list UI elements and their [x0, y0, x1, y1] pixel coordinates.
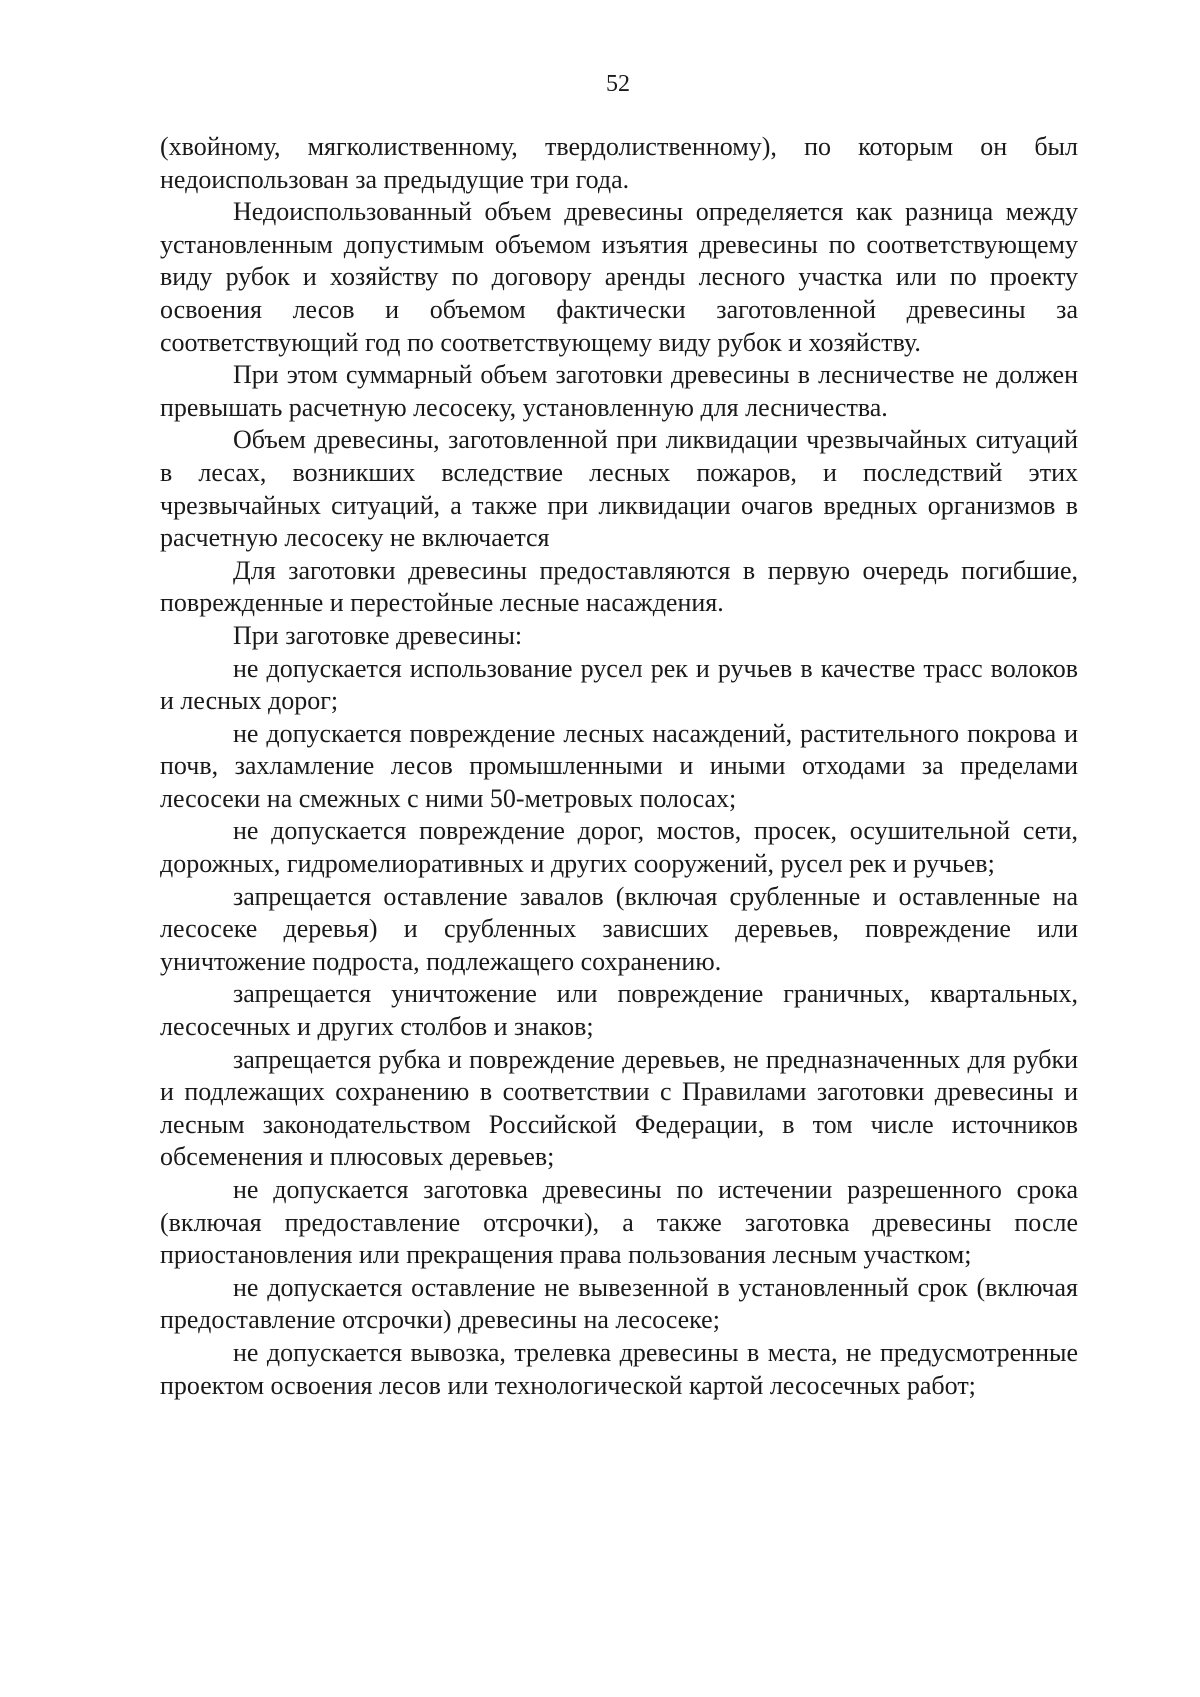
list-item: запрещается оставление завалов (включая срубленные и оставленные на лесосеке деревья) и срубленных зависших деревьев, повреждение или уничтожение подроста, подлежащего сохранению. [160, 881, 1078, 976]
paragraph: При этом суммарный объем заготовки древесины в лесничестве не должен превышать расчетную лесосеку, установленную для лесничества. [160, 360, 1078, 422]
list-item: не допускается использование русел рек и ручьев в качестве трасс волоков и лесных дорог; [160, 653, 1078, 716]
paragraph-continuation: (хвойному, мягколиственному, твердолиственному), по которым он был недоиспользован за предыдущие три года. [160, 132, 1078, 194]
paragraph: Для заготовки древесины предоставляются в первую очередь погибшие, поврежденные и перестойные лесные насаждения. [160, 555, 1078, 618]
list-item: не допускается повреждение дорог, мостов, просек, осушительной сети, дорожных, гидромелиоративных и других сооружений, русел рек и ручьев; [160, 816, 1078, 879]
list-item: не допускается заготовка древесины по истечении разрешенного срока (включая предоставление отсрочки), а также заготовка древесины после приостановления или прекращения права пользования лесным участком; [160, 1175, 1078, 1270]
list-item: не допускается оставление не вывезенной в установленный срок (включая предоставление отсрочки) древесины на лесосеке; [160, 1272, 1078, 1335]
paragraph: Объем древесины, заготовленной при ликвидации чрезвычайных ситуаций в лесах, возникших вследствие лесных пожаров, и последствий этих чрезвычайных ситуаций, а также при ликвидации очагов вредных организмов в расчетную лесосеку не включается [160, 425, 1078, 553]
list-item: запрещается уничтожение или повреждение граничных, квартальных, лесосечных и других столбов и знаков; [160, 979, 1078, 1042]
document-body [160, 131, 1078, 1402]
page-number: 52 [606, 71, 630, 97]
list-item: не допускается повреждение лесных насаждений, растительного покрова и почв, захламление лесов промышленными и иными отходами за пределами лесосеки на смежных с ними 50-метровых полосах; [160, 718, 1078, 813]
paragraph: Недоиспользованный объем древесины определяется как разница между установленным допустимым объемом изъятия древесины по соответствующему виду рубок и хозяйству по договору аренды лесного участка или по проекту освоения лесов и объемом фактически заготовленной древесины за соответствующий год по соответствующему виду рубок и хозяйству. [160, 197, 1078, 357]
list-item: не допускается вывозка, трелевка древесины в места, не предусмотренные проектом освоения лесов или технологической картой лесосечных работ; [160, 1337, 1078, 1400]
paragraph-list-intro: При заготовке древесины: [233, 620, 523, 650]
list-item: запрещается рубка и повреждение деревьев, не предназначенных для рубки и подлежащих сохранению в соответствии с Правилами заготовки древесины и лесным законодательством Российской Федерации, в том числе источников обсеменения и плюсовых деревьев; [160, 1044, 1078, 1172]
